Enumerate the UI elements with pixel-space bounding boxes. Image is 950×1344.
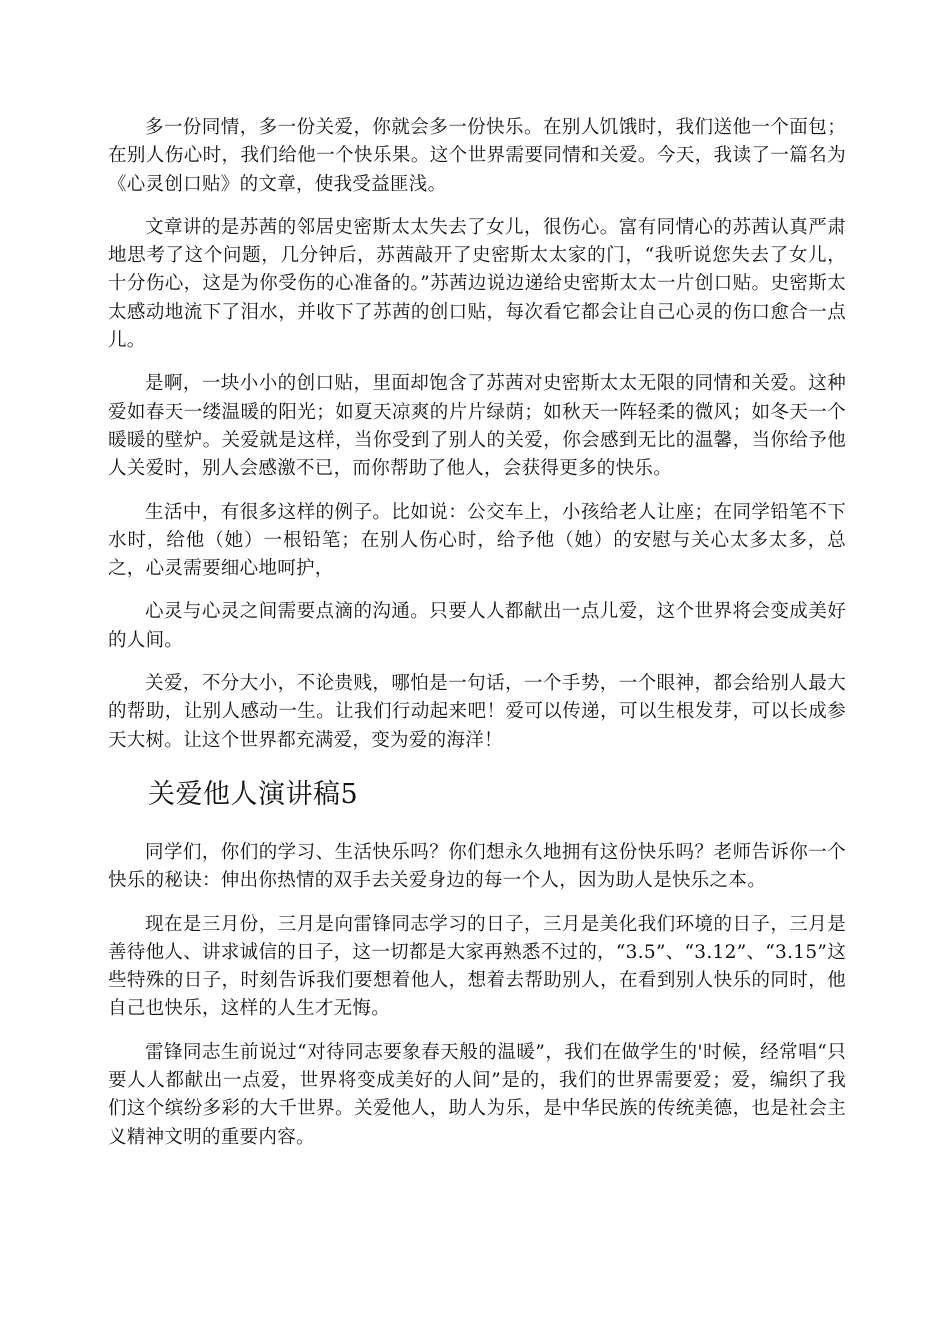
paragraph: 生活中，有很多这样的例子。比如说：公交车上，小孩给老人让座；在同学铅笔不下水时，给他（她）一根铅笔；在别人伤心时，给予他（她）的安慰与关心太多太多，总之，心灵需要细心地呵护，	[108, 501, 846, 580]
paragraph: 多一份同情，多一份关爱，你就会多一份快乐。在别人饥饿时，我们送他一个面包；在别人伤心时，我们给他一个快乐果。这个世界需要同情和关爱。今天，我读了一篇名为《心灵创口贴》的文章，使我受益匪浅。	[108, 117, 846, 195]
paragraph: 关爱，不分大小，不论贵贱，哪怕是一句话，一个手势，一个眼神，都会给别人最大的帮助，让别人感动一生。让我们行动起来吧！爱可以传递，可以生根发芽，可以长成参天大树。让这个世界都充满爱，变为爱的海洋！	[108, 673, 846, 751]
paragraph: 现在是三月份，三月是向雷锋同志学习的日子，三月是美化我们环境的日子，三月是善待他人、讲求诚信的日子，这一切都是大家再熟悉不过的，“3.5”、“3.12”、“3.15”这些特殊的日子，时刻告诉我们要想着他人，想着去帮助别人，在看到别人快乐的同时，他自己也快乐，这样的人生才无悔。	[108, 913, 846, 1020]
paragraph: 文章讲的是苏茜的邻居史密斯太太失去了女儿，很伤心。富有同情心的苏茜认真严肃地思考了这个问题，几分钟后，苏茜敲开了史密斯太太家的门，“我听说您失去了女儿，十分伤心，这是为你受伤的心准备的。”苏茜边说边递给史密斯太太一片创口贴。史密斯太太感动地流下了泪水，并收下了苏茜的创口贴，每次看它都会让自己心灵的伤口愈合一点儿。	[108, 216, 846, 352]
paragraph: 心灵与心灵之间需要点滴的沟通。只要人人都献出一点儿爱，这个世界将会变成美好的人间。	[108, 601, 846, 651]
paragraph: 同学们，你们的学习、生活快乐吗？你们想永久地拥有这份快乐吗？老师告诉你一个快乐的秘诀：伸出你热情的双手去关爱身边的每一个人，因为助人是快乐之本。	[108, 841, 846, 892]
paragraph: 是啊，一块小小的创口贴，里面却饱含了苏茜对史密斯太太无限的同情和关爱。这种爱如春天一缕温暖的阳光；如夏天凉爽的片片绿荫；如秋天一阵轻柔的微风；如冬天一个暖暖的壁炉。关爱就是这样，当你受到了别人的关爱，你会感到无比的温馨，当你给予他人关爱时，别人会感激不已，而你帮助了他人，会获得更多的快乐。	[108, 373, 846, 480]
document-body	[108, 114, 846, 1152]
paragraph: 雷锋同志生前说过“对待同志要象春天般的温暖”，我们在做学生的'时候，经常唱“只要人人都献出一点爱，世界将变成美好的人间”是的，我们的世界需要爱；爱，编织了我们这个缤纷多彩的大千世界。关爱他人，助人为乐，是中华民族的传统美德，也是社会主义精神文明的重要内容。	[108, 1041, 846, 1148]
section-heading: 关爱他人演讲稿5	[148, 778, 359, 810]
